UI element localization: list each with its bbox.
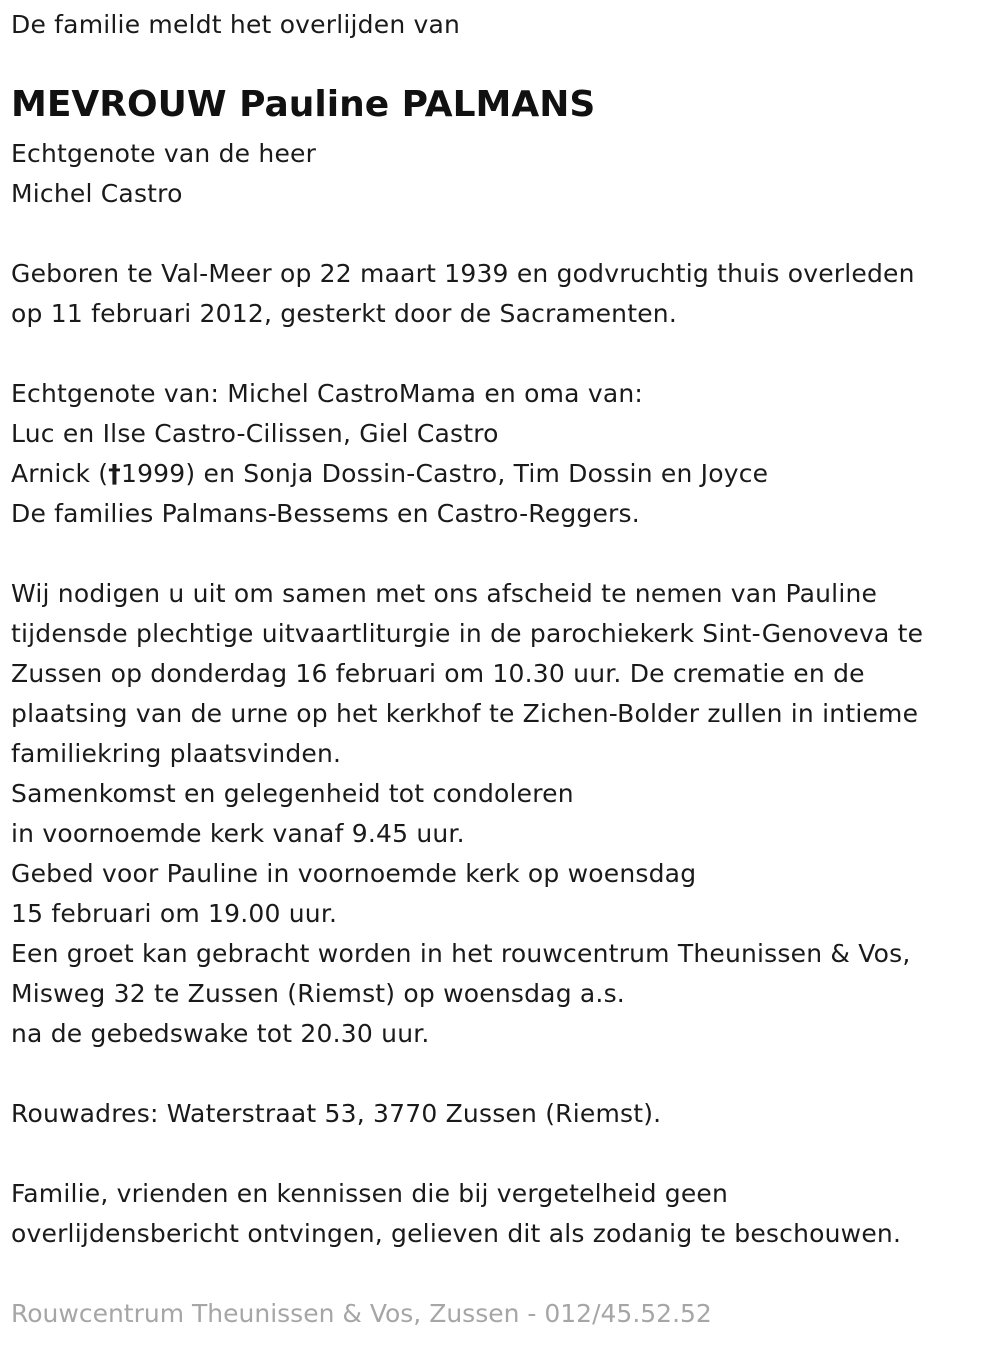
birth-death-line: op 11 februari 2012, gesterkt door de Sacramenten. — [11, 299, 677, 328]
invitation-line: 15 februari om 19.00 uur. — [11, 899, 338, 928]
birth-death-block — [11, 254, 915, 334]
family-line: Luc en Ilse Castro-Cilissen, Giel Castro — [11, 419, 499, 448]
invitation-line: plaatsing van de urne op het kerkhof te Zichen-Bolder zullen in intieme — [11, 699, 919, 728]
cross-icon: † — [108, 459, 121, 488]
spouse-line: Michel Castro — [11, 179, 183, 208]
spouse-line: Echtgenote van de heer — [11, 139, 317, 168]
mourning-address — [11, 1094, 661, 1134]
closing-block — [11, 1174, 901, 1254]
invitation-line: in voornoemde kerk vanaf 9.45 uur. — [11, 819, 465, 848]
invitation-line: Wij nodigen u uit om samen met ons afscheid te nemen van Pauline — [11, 579, 878, 608]
closing-line: Familie, vrienden en kennissen die bij vergetelheid geen — [11, 1179, 729, 1208]
family-block — [11, 374, 768, 534]
invitation-line: Zussen op donderdag 16 februari om 10.30 uur. De crematie en de — [11, 659, 865, 688]
family-line-suffix: 1999) en Sonja Dossin-Castro, Tim Dossin en Joyce — [120, 459, 769, 488]
address-line: Rouwadres: Waterstraat 53, 3770 Zussen (Riemst). — [11, 1099, 662, 1128]
invitation-line: tijdensde plechtige uitvaartliturgie in de parochiekerk Sint-Genoveva te — [11, 619, 924, 648]
birth-death-line: Geboren te Val-Meer op 22 maart 1939 en godvruchtig thuis overleden — [11, 259, 915, 288]
invitation-line: na de gebedswake tot 20.30 uur. — [11, 1019, 430, 1048]
invitation-line: Misweg 32 te Zussen (Riemst) op woensdag a.s. — [11, 979, 625, 1008]
spouse-block — [11, 134, 316, 214]
invitation-line: Een groet kan gebracht worden in het rouwcentrum Theunissen & Vos, — [11, 939, 911, 968]
invitation-line: Gebed voor Pauline in voornoemde kerk op woensdag — [11, 859, 697, 888]
family-line: De families Palmans-Bessems en Castro-Reggers. — [11, 499, 640, 528]
invitation-block — [11, 574, 923, 1054]
funeral-home-footer: Rouwcentrum Theunissen & Vos, Zussen - 012/45.52.52 — [11, 1299, 712, 1328]
deceased-name: MEVROUW Pauline PALMANS — [11, 84, 596, 125]
invitation-line: familiekring plaatsvinden. — [11, 739, 342, 768]
family-line: Echtgenote van: Michel CastroMama en oma van: — [11, 379, 644, 408]
intro-text: De familie meldt het overlijden van — [11, 10, 461, 39]
family-line-prefix: Arnick ( — [11, 459, 109, 488]
closing-line: overlijdensbericht ontvingen, gelieven dit als zodanig te beschouwen. — [11, 1219, 902, 1248]
invitation-line: Samenkomst en gelegenheid tot condoleren — [11, 779, 574, 808]
family-line — [11, 454, 768, 494]
